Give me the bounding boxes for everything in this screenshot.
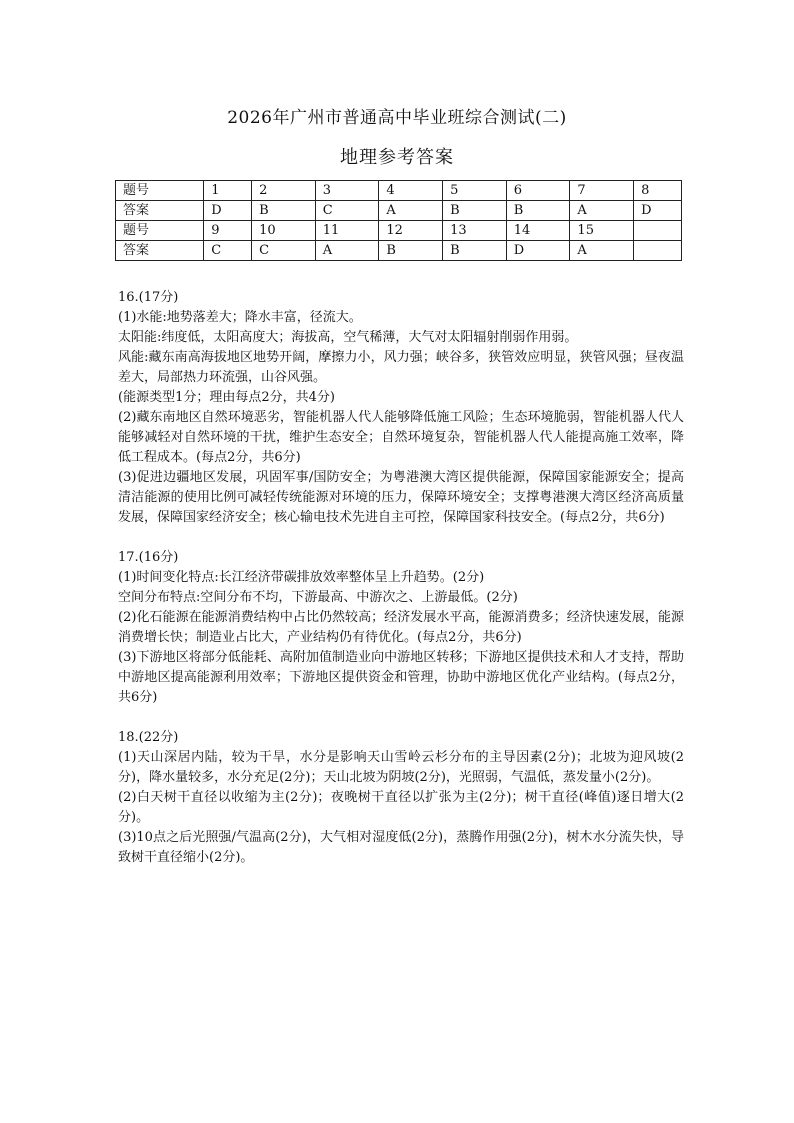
answer-table-cell: C xyxy=(252,241,316,261)
answer-table-cell: C xyxy=(315,201,379,221)
question-18-part3: (3)10点之后光照强/气温高(2分)，大气相对湿度低(2分)，蒸腾作用强(2分)，树木水分流失快，导致树干直径缩小(2分)。 xyxy=(118,830,684,865)
answer-table-row-label: 题号 xyxy=(116,221,204,241)
answer-table-cell: 3 xyxy=(315,181,379,201)
answer-table-cell: A xyxy=(379,201,443,221)
question-18-part2: (2)白天树干直径以收缩为主(2分)；夜晚树干直径以扩张为主(2分)；树干直径(峰值)逐日增大(2分)。 xyxy=(118,790,684,825)
question-17-heading: 17.(16分) xyxy=(118,550,179,565)
answer-table-cell xyxy=(634,221,682,241)
answer-table-cell: B xyxy=(252,201,316,221)
question-16-part1: (1)水能:地势落差大；降水丰富，径流大。 xyxy=(118,310,362,325)
question-18-section xyxy=(118,728,684,868)
document-subtitle: 地理参考答案 xyxy=(340,147,454,168)
answer-table-row xyxy=(116,221,682,241)
answer-table-cell: B xyxy=(379,241,443,261)
answer-body xyxy=(118,288,684,868)
answer-table-cell: 4 xyxy=(379,181,443,201)
answer-table-cell: 6 xyxy=(506,181,570,201)
answer-table-row-label: 答案 xyxy=(116,201,204,221)
question-17-section xyxy=(118,548,684,708)
answer-table-cell xyxy=(634,241,682,261)
answer-table-cell: 11 xyxy=(315,221,379,241)
answer-table-cell: 10 xyxy=(252,221,316,241)
document-title: 2026年广州市普通高中毕业班综合测试(二) xyxy=(227,108,567,128)
answer-table-cell: 15 xyxy=(570,221,634,241)
answer-table-cell: C xyxy=(204,241,252,261)
question-17-part2: (2)化石能源在能源消费结构中占比仍然较高；经济发展水平高，能源消费多；经济快速发展，能源消费增长快；制造业占比大，产业结构仍有待优化。(每点2分，共6分) xyxy=(118,610,684,645)
answer-table-cell: B xyxy=(443,201,507,221)
question-16-scoring: (能源类型1分；理由每点2分，共4分) xyxy=(118,390,335,405)
answer-table xyxy=(115,180,682,261)
answer-table-row-label: 答案 xyxy=(116,241,204,261)
answer-table-cell: 5 xyxy=(443,181,507,201)
answer-table-cell: 12 xyxy=(379,221,443,241)
answer-table-cell: A xyxy=(570,201,634,221)
question-16-solar: 太阳能:纬度低，太阳高度大；海拔高，空气稀薄，大气对太阳辐射削弱作用弱。 xyxy=(118,330,578,345)
answer-table-cell: 1 xyxy=(204,181,252,201)
question-16-heading: 16.(17分) xyxy=(118,290,179,305)
question-17-spatial: 空间分布特点:空间分布不均，下游最高、中游次之、上游最低。(2分) xyxy=(118,590,518,605)
answer-table-row-label: 题号 xyxy=(116,181,204,201)
answer-table-row xyxy=(116,241,682,261)
answer-table-cell: A xyxy=(570,241,634,261)
answer-table-cell: A xyxy=(315,241,379,261)
question-16-wind: 风能:藏东南高海拔地区地势开阔，摩擦力小，风力强；峡谷多，狭管效应明显，狭管风强；昼夜温差大，局部热力环流强，山谷风强。 xyxy=(118,350,684,385)
answer-table-cell: 2 xyxy=(252,181,316,201)
question-16-part2: (2)藏东南地区自然环境恶劣，智能机器人代人能够降低施工风险；生态环境脆弱，智能机器人代人能够减轻对自然环境的干扰，维护生态安全；自然环境复杂，智能机器人代人能提高施工效率，降低工程成本。(每点2分，共6分) xyxy=(118,410,684,465)
question-18-heading: 18.(22分) xyxy=(118,730,179,745)
question-16-section xyxy=(118,288,684,528)
answer-table-cell: D xyxy=(506,241,570,261)
answer-table-cell: D xyxy=(634,201,682,221)
answer-table-cell: 7 xyxy=(570,181,634,201)
answer-table-cell: 9 xyxy=(204,221,252,241)
answer-table-cell: D xyxy=(204,201,252,221)
answer-table-row xyxy=(116,181,682,201)
answer-table-cell: 13 xyxy=(443,221,507,241)
answer-table-cell: 8 xyxy=(634,181,682,201)
question-18-part1: (1)天山深居内陆，较为干旱，水分是影响天山雪岭云杉分布的主导因素(2分)；北坡为迎风坡(2分)，降水量较多，水分充足(2分)；天山北坡为阴坡(2分)，光照弱，气温低，蒸发量小(2分)。 xyxy=(118,750,684,785)
question-16-part3: (3)促进边疆地区发展，巩固军事/国防安全；为粤港澳大湾区提供能源，保障国家能源安全；提高清洁能源的使用比例可减轻传统能源对环境的压力，保障环境安全；支撑粤港澳大湾区经济高质量发展，保障国家经济安全；核心输电技术先进自主可控，保障国家科技安全。(每点2分，共6分) xyxy=(118,470,684,525)
answer-table-cell: B xyxy=(443,241,507,261)
question-17-part1: (1)时间变化特点:长江经济带碳排放效率整体呈上升趋势。(2分) xyxy=(118,570,485,585)
answer-table-cell: B xyxy=(506,201,570,221)
question-17-part3: (3)下游地区将部分低能耗、高附加值制造业向中游地区转移；下游地区提供技术和人才支持，帮助中游地区提高能源利用效率；下游地区提供资金和管理，协助中游地区优化产业结构。(每点2分，共6分) xyxy=(118,650,684,705)
answer-table-cell: 14 xyxy=(506,221,570,241)
answer-table-row xyxy=(116,201,682,221)
